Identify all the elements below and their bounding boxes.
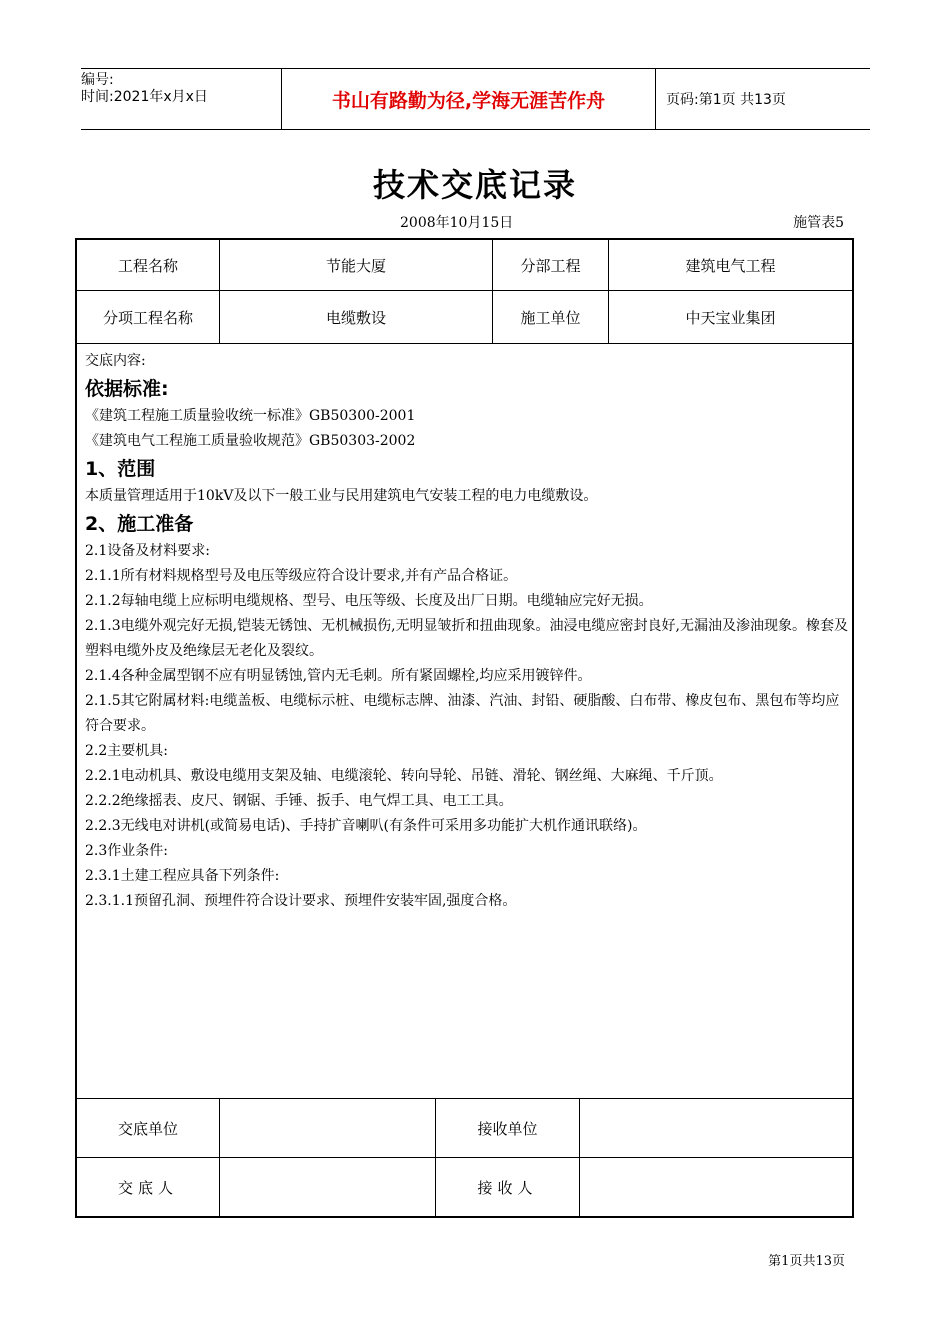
signature-row bbox=[77, 1098, 852, 1157]
issuer-person-field[interactable] bbox=[219, 1158, 435, 1217]
project-name-label: 工程名称 bbox=[117, 256, 178, 275]
info-row bbox=[77, 291, 852, 344]
division-label: 分部工程 bbox=[492, 240, 608, 290]
header-time-label: 时间:2021年x月x日 bbox=[81, 89, 208, 105]
document-date: 2008年10月15日 bbox=[400, 215, 514, 231]
subitem-value: 电缆敷设 bbox=[219, 291, 492, 343]
header-page-info: 页码:第1页 共13页 bbox=[666, 92, 786, 108]
content-paragraph: 2.3.1土建工程应具备下列条件: bbox=[85, 868, 280, 884]
content-paragraph: 2.1.4各种金属型钢不应有明显锈蚀,管内无毛刺。所有紧固螺栓,均应采用镀锌件。 bbox=[85, 668, 592, 684]
page-footer: 第1页共13页 bbox=[768, 1254, 845, 1269]
disclosure-content bbox=[85, 349, 848, 914]
scope-text: 本质量管理适用于10kV及以下一般工业与民用建筑电气安装工程的电力电缆敷设。 bbox=[85, 488, 598, 504]
receiver-unit-label: 接收单位 bbox=[435, 1099, 579, 1157]
signature-row bbox=[77, 1157, 852, 1217]
content-paragraph: 2.1.2每轴电缆上应标明电缆规格、型号、电压等级、长度及出厂日期。电缆轴应完好无损。 bbox=[85, 593, 653, 609]
subitem-label: 分项工程名称 bbox=[102, 308, 193, 327]
division-value: 建筑电气工程 bbox=[608, 240, 852, 290]
page-header bbox=[81, 68, 870, 130]
content-paragraph: 2.3.1.1预留孔洞、预埋件符合设计要求、预埋件安装牢固,强度合格。 bbox=[85, 893, 517, 909]
contractor-label: 施工单位 bbox=[492, 291, 608, 343]
issuer-unit-field[interactable] bbox=[219, 1099, 435, 1157]
header-motto: 书山有路勤为径,学海无涯苦作舟 bbox=[281, 69, 656, 129]
receiver-person-field[interactable] bbox=[579, 1158, 852, 1217]
receiver-person-label: 接收人 bbox=[435, 1158, 579, 1217]
project-name-value: 节能大厦 bbox=[219, 240, 492, 290]
basis-standard: 《建筑工程施工质量验收统一标准》GB50300-2001 bbox=[85, 408, 416, 424]
content-paragraph: 2.1.5其它附属材料:电缆盖板、电缆标示桩、电缆标志牌、油漆、汽油、封铅、硬脂酸、白布带、橡皮包布、黑包布等均应符合要求。 bbox=[85, 693, 840, 734]
document-title: 技术交底记录 bbox=[372, 166, 577, 204]
basis-heading: 依据标准: bbox=[85, 378, 169, 400]
form-number: 施管表5 bbox=[793, 215, 844, 231]
info-row bbox=[77, 240, 852, 291]
record-table bbox=[75, 238, 854, 1218]
content-paragraph: 2.2.3无线电对讲机(或简易电话)、手持扩音喇叭(有条件可采用多功能扩大机作通讯联络)。 bbox=[85, 818, 647, 834]
content-paragraph: 2.2主要机具: bbox=[85, 743, 168, 759]
header-number-label: 编号: bbox=[81, 72, 114, 88]
content-paragraph: 2.1.1所有材料规格型号及电压等级应符合设计要求,并有产品合格证。 bbox=[85, 568, 518, 584]
content-paragraph: 2.2.1电动机具、敷设电缆用支架及轴、电缆滚轮、转向导轮、吊链、滑轮、钢丝绳、大麻绳、千斤顶。 bbox=[85, 768, 723, 784]
basis-standard: 《建筑电气工程施工质量验收规范》GB50303-2002 bbox=[85, 433, 416, 449]
prep-heading: 2、施工准备 bbox=[85, 513, 194, 535]
receiver-unit-field[interactable] bbox=[579, 1099, 852, 1157]
issuer-person-label: 交底人 bbox=[117, 1179, 178, 1197]
content-paragraph: 2.3作业条件: bbox=[85, 843, 168, 859]
content-intro: 交底内容: bbox=[85, 353, 146, 369]
contractor-value: 中天宝业集团 bbox=[608, 291, 852, 343]
scope-heading: 1、范围 bbox=[85, 458, 156, 480]
content-paragraph: 2.1设备及材料要求: bbox=[85, 543, 210, 559]
content-paragraph: 2.1.3电缆外观完好无损,铠装无锈蚀、无机械损伤,无明显皱折和扭曲现象。油浸电缆应密封良好,无漏油及渗油现象。橡套及塑料电缆外皮及绝缘层无老化及裂纹。 bbox=[85, 618, 848, 659]
issuer-unit-label: 交底单位 bbox=[117, 1119, 178, 1138]
header-meta bbox=[81, 69, 281, 129]
content-paragraph: 2.2.2绝缘摇表、皮尺、钢锯、手锤、扳手、电气焊工具、电工工具。 bbox=[85, 793, 513, 809]
